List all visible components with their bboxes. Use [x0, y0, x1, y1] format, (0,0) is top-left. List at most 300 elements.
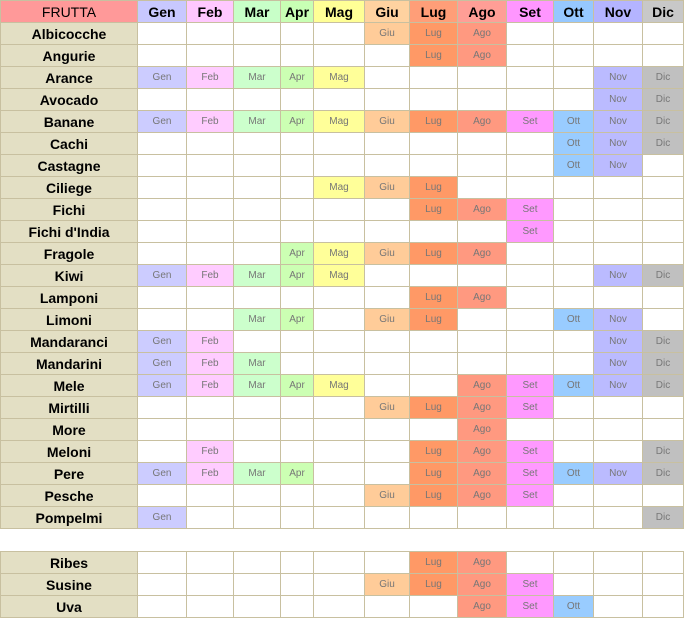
season-cell: Ago — [458, 574, 507, 596]
empty-cell — [643, 485, 684, 507]
season-cell: Feb — [187, 67, 234, 89]
empty-cell — [410, 596, 458, 618]
empty-cell — [594, 596, 643, 618]
empty-cell — [594, 221, 643, 243]
empty-cell — [365, 441, 410, 463]
fruit-name: Mirtilli — [1, 397, 138, 419]
empty-cell — [314, 23, 365, 45]
season-cell: Feb — [187, 331, 234, 353]
empty-cell — [365, 45, 410, 67]
empty-cell — [281, 552, 314, 574]
empty-cell — [643, 596, 684, 618]
empty-cell — [365, 507, 410, 529]
fruit-name: Banane — [1, 111, 138, 133]
empty-cell — [234, 331, 281, 353]
empty-cell — [281, 353, 314, 375]
empty-cell — [594, 23, 643, 45]
season-cell: Giu — [365, 177, 410, 199]
empty-cell — [458, 155, 507, 177]
table-row — [1, 45, 684, 67]
empty-cell — [314, 463, 365, 485]
empty-cell — [365, 221, 410, 243]
empty-cell — [314, 331, 365, 353]
empty-cell — [187, 507, 234, 529]
empty-cell — [410, 353, 458, 375]
empty-cell — [314, 574, 365, 596]
season-cell: Lug — [410, 199, 458, 221]
table-row — [1, 177, 684, 199]
fruit-name: Fichi — [1, 199, 138, 221]
empty-cell — [643, 574, 684, 596]
empty-cell — [281, 507, 314, 529]
empty-cell — [314, 45, 365, 67]
season-cell: Ago — [458, 596, 507, 618]
empty-cell — [643, 309, 684, 331]
empty-cell — [187, 574, 234, 596]
season-cell: Feb — [187, 111, 234, 133]
season-cell: Mag — [314, 265, 365, 287]
season-cell: Ago — [458, 463, 507, 485]
empty-cell — [314, 89, 365, 111]
season-cell: Ago — [458, 243, 507, 265]
empty-cell — [138, 221, 187, 243]
empty-cell — [138, 199, 187, 221]
season-cell: Giu — [365, 111, 410, 133]
season-cell: Nov — [594, 155, 643, 177]
empty-cell — [234, 199, 281, 221]
empty-cell — [554, 243, 594, 265]
empty-cell — [138, 45, 187, 67]
empty-cell — [314, 309, 365, 331]
empty-cell — [187, 287, 234, 309]
fruit-name: Meloni — [1, 441, 138, 463]
empty-cell — [410, 67, 458, 89]
season-cell: Gen — [138, 331, 187, 353]
fruit-name: More — [1, 419, 138, 441]
empty-cell — [458, 353, 507, 375]
table-row — [1, 596, 684, 618]
empty-cell — [410, 221, 458, 243]
empty-cell — [643, 397, 684, 419]
empty-cell — [643, 287, 684, 309]
table-row — [1, 552, 684, 574]
empty-cell — [554, 265, 594, 287]
table-row — [1, 287, 684, 309]
empty-cell — [458, 89, 507, 111]
season-cell: Nov — [594, 89, 643, 111]
season-cell: Nov — [594, 331, 643, 353]
empty-cell — [594, 397, 643, 419]
table-row — [1, 397, 684, 419]
empty-cell — [458, 265, 507, 287]
table-row — [1, 111, 684, 133]
season-cell: Lug — [410, 287, 458, 309]
empty-cell — [365, 199, 410, 221]
season-cell: Dic — [643, 67, 684, 89]
season-cell: Gen — [138, 463, 187, 485]
empty-cell — [187, 397, 234, 419]
season-cell: Dic — [643, 463, 684, 485]
empty-cell — [187, 419, 234, 441]
season-cell: Giu — [365, 485, 410, 507]
season-cell: Dic — [643, 441, 684, 463]
table-row — [1, 309, 684, 331]
season-cell: Nov — [594, 375, 643, 397]
empty-cell — [410, 419, 458, 441]
season-cell: Ago — [458, 45, 507, 67]
season-cell: Ago — [458, 23, 507, 45]
season-cell: Gen — [138, 353, 187, 375]
empty-cell — [187, 596, 234, 618]
table-row — [1, 155, 684, 177]
empty-cell — [365, 463, 410, 485]
empty-cell — [458, 309, 507, 331]
empty-cell — [554, 441, 594, 463]
table-row — [1, 375, 684, 397]
empty-cell — [281, 133, 314, 155]
empty-cell — [138, 441, 187, 463]
empty-cell — [234, 155, 281, 177]
empty-cell — [281, 89, 314, 111]
season-cell: Giu — [365, 309, 410, 331]
table-row — [1, 89, 684, 111]
empty-cell — [187, 155, 234, 177]
empty-cell — [314, 287, 365, 309]
season-cell: Apr — [281, 67, 314, 89]
empty-cell — [554, 89, 594, 111]
season-cell: Giu — [365, 23, 410, 45]
empty-cell — [554, 287, 594, 309]
season-cell: Ago — [458, 199, 507, 221]
season-cell: Mag — [314, 177, 365, 199]
fruit-name: Pere — [1, 463, 138, 485]
empty-cell — [365, 375, 410, 397]
empty-cell — [314, 419, 365, 441]
empty-cell — [410, 89, 458, 111]
empty-cell — [187, 23, 234, 45]
empty-cell — [458, 331, 507, 353]
empty-cell — [138, 596, 187, 618]
table-row — [1, 331, 684, 353]
empty-cell — [314, 507, 365, 529]
empty-cell — [138, 23, 187, 45]
empty-cell — [234, 221, 281, 243]
empty-cell — [410, 155, 458, 177]
season-cell: Ago — [458, 419, 507, 441]
season-cell: Set — [507, 397, 554, 419]
season-cell: Gen — [138, 507, 187, 529]
fruit-name: Pompelmi — [1, 507, 138, 529]
season-cell: Set — [507, 574, 554, 596]
month-header-mar: Mar — [234, 1, 281, 23]
season-cell: Ott — [554, 463, 594, 485]
empty-cell — [234, 23, 281, 45]
table-row — [1, 67, 684, 89]
empty-cell — [314, 596, 365, 618]
season-cell: Nov — [594, 353, 643, 375]
empty-cell — [554, 23, 594, 45]
empty-cell — [314, 485, 365, 507]
month-header-ott: Ott — [554, 1, 594, 23]
fruit-name: Cachi — [1, 133, 138, 155]
empty-cell — [410, 375, 458, 397]
season-cell: Gen — [138, 375, 187, 397]
empty-cell — [643, 199, 684, 221]
season-cell: Lug — [410, 45, 458, 67]
empty-cell — [187, 485, 234, 507]
empty-cell — [365, 67, 410, 89]
season-cell: Mag — [314, 67, 365, 89]
empty-cell — [643, 552, 684, 574]
empty-cell — [410, 133, 458, 155]
month-header-giu: Giu — [365, 1, 410, 23]
season-cell: Ott — [554, 111, 594, 133]
season-cell: Nov — [594, 309, 643, 331]
fruit-name: Limoni — [1, 309, 138, 331]
fruit-name: Ciliege — [1, 177, 138, 199]
empty-cell — [234, 133, 281, 155]
season-cell: Dic — [643, 375, 684, 397]
fruit-name: Avocado — [1, 89, 138, 111]
empty-cell — [138, 89, 187, 111]
empty-cell — [507, 552, 554, 574]
season-cell: Ago — [458, 397, 507, 419]
season-cell: Dic — [643, 89, 684, 111]
empty-cell — [643, 419, 684, 441]
empty-cell — [554, 507, 594, 529]
season-cell: Giu — [365, 243, 410, 265]
table-row — [1, 133, 684, 155]
season-cell: Lug — [410, 309, 458, 331]
fruit-name: Susine — [1, 574, 138, 596]
fruit-name: Pesche — [1, 485, 138, 507]
season-cell: Giu — [365, 397, 410, 419]
season-cell: Ago — [458, 552, 507, 574]
season-cell: Nov — [594, 67, 643, 89]
season-cell: Ott — [554, 133, 594, 155]
fruit-name: Ribes — [1, 552, 138, 574]
table-row — [1, 441, 684, 463]
season-cell: Lug — [410, 441, 458, 463]
season-cell: Dic — [643, 133, 684, 155]
empty-cell — [594, 552, 643, 574]
season-cell: Nov — [594, 265, 643, 287]
season-cell: Apr — [281, 265, 314, 287]
empty-cell — [314, 133, 365, 155]
month-header-dic: Dic — [643, 1, 684, 23]
season-cell: Set — [507, 221, 554, 243]
table-row — [1, 23, 684, 45]
season-cell: Lug — [410, 574, 458, 596]
season-cell: Lug — [410, 552, 458, 574]
month-header-nov: Nov — [594, 1, 643, 23]
season-cell: Mar — [234, 111, 281, 133]
empty-cell — [138, 552, 187, 574]
empty-cell — [138, 155, 187, 177]
empty-cell — [138, 574, 187, 596]
season-cell: Dic — [643, 265, 684, 287]
empty-cell — [458, 177, 507, 199]
fruit-name: Arance — [1, 67, 138, 89]
empty-cell — [281, 155, 314, 177]
month-header-set: Set — [507, 1, 554, 23]
empty-cell — [234, 89, 281, 111]
empty-cell — [138, 177, 187, 199]
empty-cell — [281, 441, 314, 463]
empty-cell — [507, 265, 554, 287]
empty-cell — [507, 419, 554, 441]
month-header-ago: Ago — [458, 1, 507, 23]
season-cell: Set — [507, 199, 554, 221]
empty-cell — [281, 485, 314, 507]
season-cell: Ago — [458, 485, 507, 507]
table-row — [1, 199, 684, 221]
season-cell: Mar — [234, 375, 281, 397]
empty-cell — [234, 177, 281, 199]
season-cell: Apr — [281, 463, 314, 485]
season-cell: Feb — [187, 441, 234, 463]
season-cell: Ago — [458, 441, 507, 463]
empty-cell — [138, 485, 187, 507]
season-cell: Ott — [554, 309, 594, 331]
empty-cell — [365, 133, 410, 155]
empty-cell — [643, 45, 684, 67]
table-row — [1, 574, 684, 596]
empty-cell — [594, 287, 643, 309]
empty-cell — [458, 133, 507, 155]
fruit-name: Uva — [1, 596, 138, 618]
empty-cell — [643, 243, 684, 265]
empty-cell — [554, 177, 594, 199]
fruit-name: Mandaranci — [1, 331, 138, 353]
empty-cell — [594, 507, 643, 529]
empty-cell — [187, 45, 234, 67]
empty-cell — [507, 507, 554, 529]
fruit-name: Fragole — [1, 243, 138, 265]
table-row — [1, 221, 684, 243]
month-header-feb: Feb — [187, 1, 234, 23]
season-cell: Apr — [281, 375, 314, 397]
empty-cell — [187, 133, 234, 155]
season-cell: Gen — [138, 67, 187, 89]
season-cell: Dic — [643, 111, 684, 133]
empty-cell — [365, 596, 410, 618]
empty-cell — [138, 287, 187, 309]
table-row — [1, 463, 684, 485]
season-cell: Dic — [643, 353, 684, 375]
table-row — [1, 419, 684, 441]
empty-cell — [507, 243, 554, 265]
empty-cell — [281, 287, 314, 309]
season-cell: Giu — [365, 574, 410, 596]
season-cell: Mar — [234, 463, 281, 485]
empty-cell — [507, 89, 554, 111]
empty-cell — [281, 397, 314, 419]
season-cell: Set — [507, 463, 554, 485]
fruit-name: Fichi d'India — [1, 221, 138, 243]
empty-cell — [458, 221, 507, 243]
empty-cell — [138, 309, 187, 331]
empty-cell — [507, 177, 554, 199]
empty-cell — [643, 221, 684, 243]
table-row — [1, 265, 684, 287]
season-cell: Gen — [138, 265, 187, 287]
empty-cell — [281, 23, 314, 45]
month-header-mag: Mag — [314, 1, 365, 23]
empty-cell — [365, 353, 410, 375]
season-cell: Lug — [410, 397, 458, 419]
table-row — [1, 507, 684, 529]
season-cell: Lug — [410, 463, 458, 485]
empty-cell — [365, 419, 410, 441]
season-cell: Set — [507, 375, 554, 397]
empty-cell — [507, 287, 554, 309]
season-cell: Mar — [234, 353, 281, 375]
empty-cell — [187, 309, 234, 331]
empty-cell — [594, 419, 643, 441]
empty-cell — [507, 353, 554, 375]
season-cell: Mar — [234, 67, 281, 89]
empty-cell — [234, 552, 281, 574]
season-cell: Mar — [234, 265, 281, 287]
corner-header: FRUTTA — [1, 1, 138, 23]
empty-cell — [594, 441, 643, 463]
empty-cell — [138, 397, 187, 419]
season-cell: Mar — [234, 309, 281, 331]
empty-cell — [643, 23, 684, 45]
season-cell: Set — [507, 111, 554, 133]
empty-cell — [234, 287, 281, 309]
empty-cell — [554, 574, 594, 596]
empty-cell — [281, 596, 314, 618]
empty-cell — [365, 89, 410, 111]
empty-cell — [187, 89, 234, 111]
empty-cell — [594, 243, 643, 265]
month-header-gen: Gen — [138, 1, 187, 23]
empty-cell — [314, 441, 365, 463]
empty-cell — [187, 243, 234, 265]
empty-cell — [507, 309, 554, 331]
season-cell: Nov — [594, 133, 643, 155]
season-cell: Ott — [554, 375, 594, 397]
season-cell: Ott — [554, 596, 594, 618]
empty-cell — [365, 265, 410, 287]
season-cell: Set — [507, 441, 554, 463]
season-cell: Lug — [410, 23, 458, 45]
fruit-name: Albicocche — [1, 23, 138, 45]
empty-cell — [187, 199, 234, 221]
empty-cell — [554, 199, 594, 221]
empty-cell — [594, 177, 643, 199]
fruit-name: Lamponi — [1, 287, 138, 309]
fruit-name: Kiwi — [1, 265, 138, 287]
empty-cell — [507, 23, 554, 45]
season-cell: Ago — [458, 375, 507, 397]
season-cell: Nov — [594, 111, 643, 133]
empty-cell — [507, 133, 554, 155]
season-cell: Apr — [281, 111, 314, 133]
empty-cell — [187, 221, 234, 243]
empty-cell — [234, 45, 281, 67]
empty-cell — [234, 243, 281, 265]
table-row — [1, 243, 684, 265]
empty-cell — [410, 331, 458, 353]
empty-cell — [507, 155, 554, 177]
season-cell: Ott — [554, 155, 594, 177]
season-cell: Feb — [187, 375, 234, 397]
empty-cell — [234, 507, 281, 529]
empty-cell — [554, 397, 594, 419]
